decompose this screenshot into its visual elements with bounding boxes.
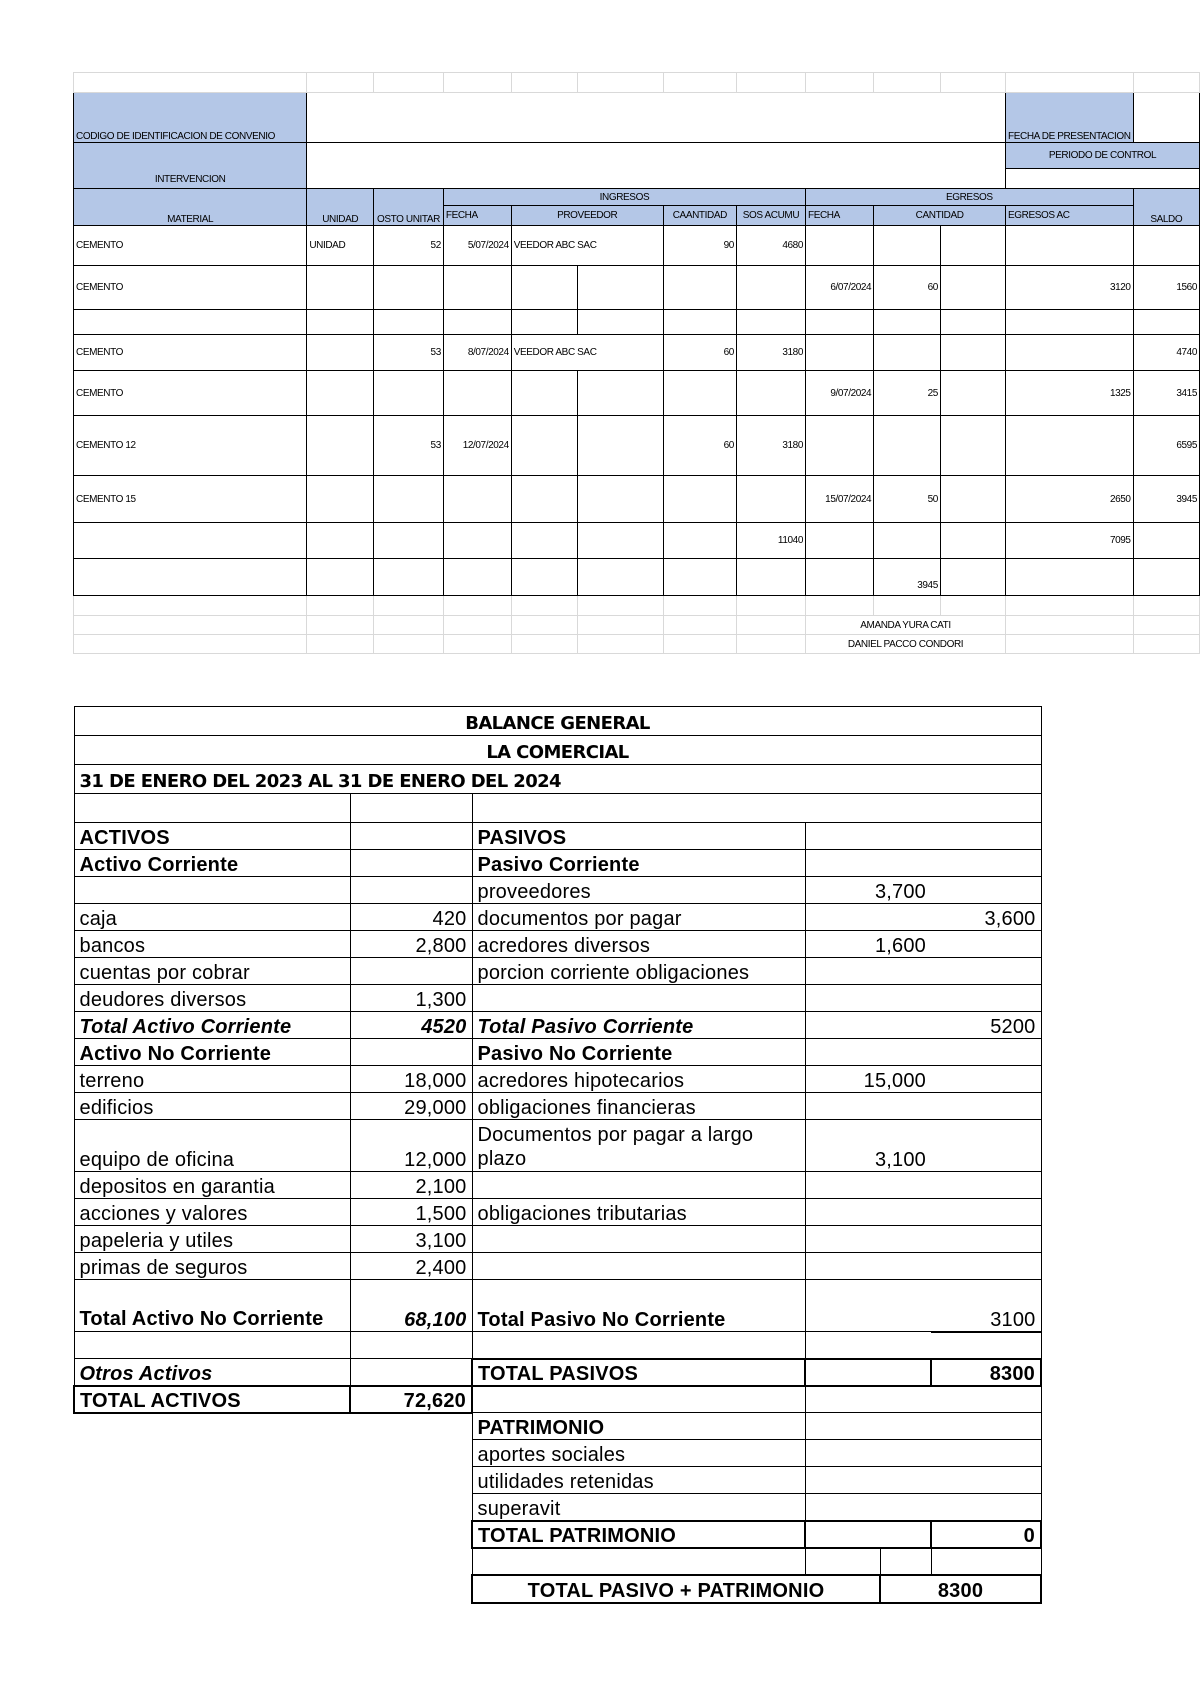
total-no-corriente-row	[74, 1280, 1041, 1332]
activo-label: caja	[74, 904, 350, 931]
total-pasivo-corriente-value: 5200	[931, 1012, 1041, 1039]
activo-value: 12,000	[350, 1120, 472, 1172]
cell-fecha-ingreso	[443, 371, 511, 416]
cell-fecha-ingreso	[443, 266, 511, 310]
col-cantidad-ingreso: CAANTIDAD	[663, 206, 736, 226]
table-row	[74, 310, 1200, 335]
cell-cantidad-egreso: 60	[874, 266, 941, 310]
pasivo-label	[472, 1253, 805, 1280]
signature-name: AMANDA YURA CATI	[806, 616, 1006, 635]
cell-saldo	[1133, 226, 1199, 266]
cell-egresos-acum: 1325	[1006, 371, 1134, 416]
activo-value: 2,400	[350, 1253, 472, 1280]
balance-title: BALANCE GENERAL	[74, 707, 1041, 736]
table-row	[74, 1226, 1041, 1253]
company-name: LA COMERCIAL	[74, 736, 1041, 765]
activo-label: cuentas por cobrar	[74, 958, 350, 985]
total-activo-corriente-value: 4520	[350, 1012, 472, 1039]
cell-material: CEMENTO	[74, 335, 307, 371]
cell-fecha-egreso	[806, 226, 874, 266]
total-activos-row	[74, 1386, 1041, 1413]
patrimonio-item: utilidades retenidas	[472, 1467, 805, 1494]
total-activo-no-corriente-label: Total Activo No Corriente	[74, 1280, 350, 1332]
cell-saldo: 6595	[1133, 416, 1199, 476]
pasivo-value	[805, 1093, 931, 1120]
pasivo-value: 1,600	[805, 931, 931, 958]
cell-ingresos-acum: 3180	[736, 416, 805, 476]
col-fecha-egreso: FECHA	[806, 206, 874, 226]
activo-value: 29,000	[350, 1093, 472, 1120]
pasivo-extra-value: 3,600	[931, 904, 1041, 931]
pasivo-label: obligaciones tributarias	[472, 1199, 805, 1226]
cell-fecha-egreso: 15/07/2024	[806, 476, 874, 523]
signature-row	[74, 635, 1200, 654]
patrimonio-item: aportes sociales	[472, 1440, 805, 1467]
cell-material: CEMENTO 15	[74, 476, 307, 523]
cell-cantidad-ingreso	[663, 310, 736, 335]
pasivo-extra-value	[931, 931, 1041, 958]
activo-no-corriente-heading: Activo No Corriente	[74, 1039, 350, 1066]
list-item	[74, 1467, 1041, 1494]
cell-cantidad-ingreso: 60	[663, 416, 736, 476]
total-patrimonio-row	[74, 1521, 1041, 1548]
cell-egresos-acum: 2650	[1006, 476, 1134, 523]
cell-cantidad-egreso	[874, 226, 941, 266]
total-activos-value: 72,620	[350, 1386, 472, 1413]
pasivo-value	[805, 904, 931, 931]
cell-costo	[374, 371, 444, 416]
total-pasivos-value: 8300	[931, 1359, 1041, 1386]
codigo-label: CODIGO DE IDENTIFICACION DE CONVENIO	[74, 93, 307, 143]
activo-label: equipo de oficina	[74, 1120, 350, 1172]
pasivo-label: acredores hipotecarios	[472, 1066, 805, 1093]
total-activo-corriente-label: Total Activo Corriente	[74, 1012, 350, 1039]
cell-cantidad-ingreso	[663, 371, 736, 416]
total-pasivo-corriente-label: Total Pasivo Corriente	[472, 1012, 805, 1039]
list-item	[74, 1494, 1041, 1521]
activo-value	[350, 877, 472, 904]
cell-unidad	[307, 310, 374, 335]
cell-egresos-acum	[1006, 335, 1134, 371]
total-patrimonio-value: 0	[931, 1521, 1041, 1548]
activo-label: depositos en garantia	[74, 1172, 350, 1199]
patrimonio-heading-row	[74, 1413, 1041, 1440]
cell-costo	[374, 310, 444, 335]
cell-proveedor	[511, 371, 578, 416]
otros-activos-row	[74, 1359, 1041, 1386]
cell-empty	[940, 416, 1005, 476]
col-saldo: SALDO	[1133, 189, 1199, 226]
pasivo-label	[472, 985, 805, 1012]
cell-unidad	[307, 371, 374, 416]
kardex-sheet	[73, 72, 1200, 654]
pasivo-value	[805, 1253, 931, 1280]
cell-proveedor: VEEDOR ABC SAC	[511, 226, 663, 266]
cell-proveedor: VEEDOR ABC SAC	[511, 335, 663, 371]
cell-proveedor	[511, 476, 578, 523]
no-corriente-headings-row	[74, 1039, 1041, 1066]
cell-ingresos-acum	[736, 371, 805, 416]
cell-material: CEMENTO	[74, 371, 307, 416]
activo-value	[350, 958, 472, 985]
total-activos-label: TOTAL ACTIVOS	[74, 1386, 350, 1413]
cell-ingresos-acum	[736, 476, 805, 523]
cell-saldo: 3415	[1133, 371, 1199, 416]
total-pasivos-label: TOTAL PASIVOS	[472, 1359, 805, 1386]
table-row	[74, 931, 1041, 958]
cell-costo: 53	[374, 335, 444, 371]
cell-ingresos-acum	[736, 266, 805, 310]
activo-value: 420	[350, 904, 472, 931]
activo-label: bancos	[74, 931, 350, 958]
ingresos-group-label: INGRESOS	[443, 189, 805, 206]
cell-egresos-acum	[1006, 226, 1134, 266]
cell-empty	[940, 310, 1005, 335]
totals-row	[74, 523, 1200, 559]
fecha-presentacion-label: FECHA DE PRESENTACION	[1006, 93, 1134, 143]
cell-fecha-ingreso: 5/07/2024	[443, 226, 511, 266]
cell-cantidad-ingreso	[663, 266, 736, 310]
cell-costo	[374, 266, 444, 310]
saldo-final: 3945	[874, 559, 941, 596]
table-row	[74, 985, 1041, 1012]
pasivo-value: 3,100	[805, 1120, 931, 1172]
cell-fecha-egreso	[806, 416, 874, 476]
activo-value: 1,500	[350, 1199, 472, 1226]
cell-saldo	[1133, 310, 1199, 335]
headings-row	[74, 823, 1041, 850]
pasivo-extra-value	[931, 985, 1041, 1012]
periodo-label: PERIODO DE CONTROL	[1006, 143, 1200, 169]
cell-unidad: UNIDAD	[307, 226, 374, 266]
cell-ingresos-acum: 4680	[736, 226, 805, 266]
pasivo-extra-value	[931, 958, 1041, 985]
cell-fecha-ingreso: 12/07/2024	[443, 416, 511, 476]
patrimonio-item: superavit	[472, 1494, 805, 1521]
cell-fecha-ingreso: 8/07/2024	[443, 335, 511, 371]
final-saldo-row	[74, 559, 1200, 596]
cell-cantidad-egreso	[874, 416, 941, 476]
subheadings-row	[74, 850, 1041, 877]
cell-egresos-acum	[1006, 310, 1134, 335]
balance-company-row	[74, 736, 1041, 765]
cell-fecha-ingreso	[443, 476, 511, 523]
header-row-codigo	[74, 93, 1200, 143]
header-row-periodo	[74, 143, 1200, 169]
table-row	[74, 371, 1200, 416]
col-unidad: UNIDAD	[307, 189, 374, 226]
pasivo-label: acredores diversos	[472, 931, 805, 958]
pasivo-label: documentos por pagar	[472, 904, 805, 931]
intervencion-value-cell[interactable]	[307, 143, 1006, 189]
periodo-value-cell[interactable]	[1006, 169, 1200, 189]
pasivo-value: 15,000	[805, 1066, 931, 1093]
cell-fecha-egreso	[806, 335, 874, 371]
pasivo-label	[472, 1172, 805, 1199]
total-patrimonio-label: TOTAL PATRIMONIO	[472, 1521, 805, 1548]
table-row	[74, 335, 1200, 371]
cell-material	[74, 310, 307, 335]
col-egresos-acumulados: EGRESOS AC	[1006, 206, 1134, 226]
pasivo-label: porcion corriente obligaciones	[472, 958, 805, 985]
table-row	[74, 476, 1200, 523]
cell-empty	[578, 266, 663, 310]
group-header-row	[74, 189, 1200, 206]
blank-row	[74, 794, 1041, 823]
total-pasivo-no-corriente-label: Total Pasivo No Corriente	[472, 1280, 805, 1332]
pasivo-corriente-heading: Pasivo Corriente	[472, 850, 805, 877]
balance-general	[73, 706, 1042, 1604]
activo-value: 2,100	[350, 1172, 472, 1199]
pasivo-extra-value	[931, 877, 1041, 904]
cell-cantidad-ingreso: 90	[663, 226, 736, 266]
table-row	[74, 416, 1200, 476]
activo-value: 1,300	[350, 985, 472, 1012]
activo-label	[74, 877, 350, 904]
cell-unidad	[307, 416, 374, 476]
cell-empty	[940, 335, 1005, 371]
activo-label: terreno	[74, 1066, 350, 1093]
table-row	[74, 904, 1041, 931]
cell-saldo: 4740	[1133, 335, 1199, 371]
total-ingresos-acumulados: 11040	[736, 523, 805, 559]
activo-label: edificios	[74, 1093, 350, 1120]
activo-value: 2,800	[350, 931, 472, 958]
total-pasivo-no-corriente-value: 3100	[931, 1280, 1041, 1332]
cell-proveedor	[511, 266, 578, 310]
pasivo-value	[805, 958, 931, 985]
table-row	[74, 1120, 1041, 1172]
otros-activos-label: Otros Activos	[74, 1359, 350, 1386]
cell-costo	[374, 476, 444, 523]
pasivo-value	[805, 1226, 931, 1253]
activo-value: 18,000	[350, 1066, 472, 1093]
cell-material: CEMENTO 12	[74, 416, 307, 476]
cell-proveedor	[511, 310, 578, 335]
col-material: MATERIAL	[74, 189, 307, 226]
pasivo-label	[472, 1226, 805, 1253]
signature-name: DANIEL PACCO CONDORI	[806, 635, 1006, 654]
cell-ingresos-acum: 3180	[736, 335, 805, 371]
cell-empty	[940, 266, 1005, 310]
activo-label: primas de seguros	[74, 1253, 350, 1280]
table-row	[74, 1253, 1041, 1280]
cell-cantidad-egreso: 50	[874, 476, 941, 523]
cell-empty	[578, 310, 663, 335]
cell-cantidad-egreso: 25	[874, 371, 941, 416]
pasivo-no-corriente-heading: Pasivo No Corriente	[472, 1039, 805, 1066]
cell-fecha-ingreso	[443, 310, 511, 335]
activo-corriente-heading: Activo Corriente	[74, 850, 350, 877]
col-ingresos-acumulados: SOS ACUMU	[736, 206, 805, 226]
blank-grid-row	[74, 73, 1200, 93]
cell-costo: 52	[374, 226, 444, 266]
total-pasivo-patrimonio-value: 8300	[880, 1575, 1041, 1603]
pasivo-value	[805, 1199, 931, 1226]
egresos-group-label: EGRESOS	[806, 189, 1134, 206]
pasivo-value: 3,700	[805, 877, 931, 904]
blank-grid-row	[74, 596, 1200, 616]
pasivos-heading: PASIVOS	[472, 823, 805, 850]
blank-row	[74, 1548, 1041, 1575]
cell-costo: 53	[374, 416, 444, 476]
codigo-value-cell[interactable]	[307, 93, 1006, 143]
table-row	[74, 1172, 1041, 1199]
cell-unidad	[307, 335, 374, 371]
cell-empty	[940, 476, 1005, 523]
cell-fecha-egreso	[806, 310, 874, 335]
total-activo-no-corriente-value: 68,100	[350, 1280, 472, 1332]
cell-cantidad-egreso	[874, 310, 941, 335]
cell-material: CEMENTO	[74, 266, 307, 310]
balance-period-row	[74, 765, 1041, 794]
activos-heading: ACTIVOS	[74, 823, 350, 850]
cell-cantidad-ingreso: 60	[663, 335, 736, 371]
col-fecha-ingreso: FECHA	[443, 206, 511, 226]
activo-label: deudores diversos	[74, 985, 350, 1012]
total-corriente-row	[74, 1012, 1041, 1039]
cell-fecha-egreso: 9/07/2024	[806, 371, 874, 416]
table-row	[74, 1066, 1041, 1093]
table-row	[74, 958, 1041, 985]
total-pasivo-patrimonio-label: TOTAL PASIVO + PATRIMONIO	[472, 1575, 880, 1603]
table-row	[74, 1093, 1041, 1120]
cell-unidad	[307, 266, 374, 310]
cell-saldo: 3945	[1133, 476, 1199, 523]
cell-empty	[940, 371, 1005, 416]
intervencion-label: INTERVENCION	[74, 143, 307, 189]
cell-cantidad-ingreso	[663, 476, 736, 523]
cell-empty	[578, 476, 663, 523]
cell-cantidad-egreso	[874, 335, 941, 371]
balance-title-row	[74, 707, 1041, 736]
cell-unidad	[307, 476, 374, 523]
table-row	[74, 266, 1200, 310]
pasivo-label: Documentos por pagar a largo plazo	[472, 1120, 805, 1172]
balance-period: 31 DE ENERO DEL 2023 AL 31 DE ENERO DEL 2024	[74, 765, 1041, 794]
patrimonio-heading: PATRIMONIO	[472, 1413, 805, 1440]
cell-empty	[940, 226, 1005, 266]
cell-ingresos-acum	[736, 310, 805, 335]
fecha-presentacion-value-cell[interactable]	[1133, 93, 1199, 143]
cell-proveedor	[511, 416, 578, 476]
cell-empty	[578, 371, 663, 416]
total-egresos-acumulados: 7095	[1006, 523, 1134, 559]
table-row	[74, 226, 1200, 266]
col-costo-unitario: OSTO UNITAR	[374, 189, 444, 226]
pasivo-value	[805, 985, 931, 1012]
activo-label: acciones y valores	[74, 1199, 350, 1226]
cell-empty	[578, 416, 663, 476]
list-item	[74, 1440, 1041, 1467]
cell-egresos-acum	[1006, 416, 1134, 476]
cell-saldo: 1560	[1133, 266, 1199, 310]
total-pasivo-patrimonio-row	[74, 1575, 1041, 1603]
activo-label: papeleria y utiles	[74, 1226, 350, 1253]
cell-fecha-egreso: 6/07/2024	[806, 266, 874, 310]
cell-egresos-acum: 3120	[1006, 266, 1134, 310]
pasivo-value	[805, 1172, 931, 1199]
table-row	[74, 1199, 1041, 1226]
pasivo-label: proveedores	[472, 877, 805, 904]
pasivo-label: obligaciones financieras	[472, 1093, 805, 1120]
col-proveedor: PROVEEDOR	[511, 206, 663, 226]
table-row	[74, 877, 1041, 904]
cell-material: CEMENTO	[74, 226, 307, 266]
signature-row	[74, 616, 1200, 635]
activo-value: 3,100	[350, 1226, 472, 1253]
blank-row	[74, 1332, 1041, 1359]
col-cantidad-egreso: CANTIDAD	[874, 206, 1006, 226]
